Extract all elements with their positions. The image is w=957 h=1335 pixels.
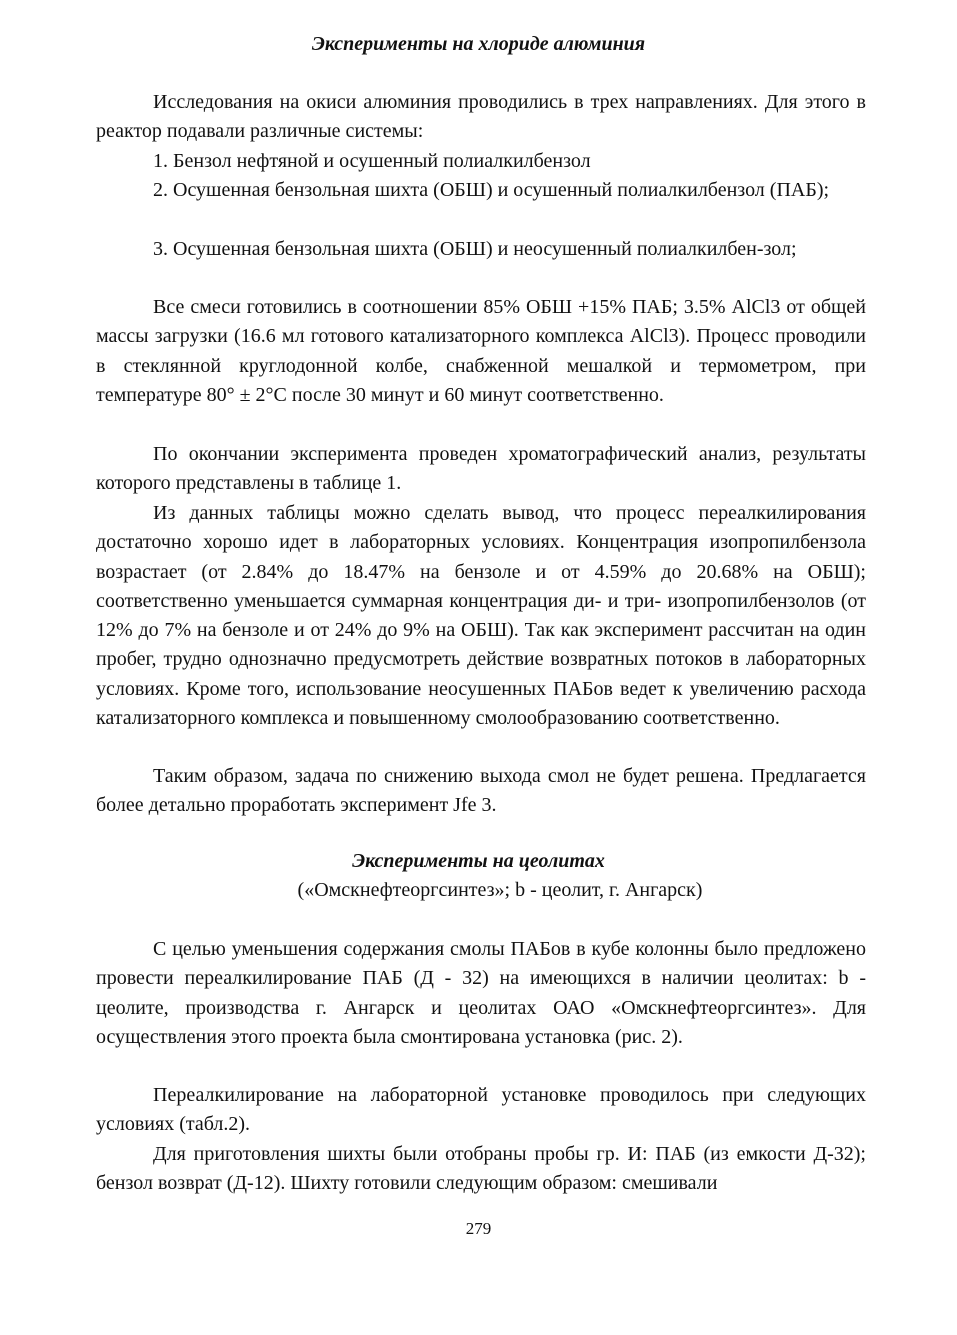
paragraph-conclusion: Из данных таблицы можно сделать вывод, что процесс переалкилирования достаточно хорошо идет в лабораторных условиях. Концентрация изопропилбензола возрастает (от 2.84% до 18.47% на бензоле и от 4.59% до 20.68% на ОБШ); соответственно уменьшается суммарная концентрация ди- и три- изопропилбензолов (от 12% до 7% на бензоле и от 24% до 9% на ОБШ). Так как эксперимент рассчитан на один пробег, трудно однозначно предусмотреть действие возвратных потоков в лабораторных условиях. Кроме того, использование неосушенных ПАБов ведет к увеличению расхода катализаторного комплекса и повышенному смолообразованию соответственно. bbox=[96, 502, 866, 730]
paragraph-zeolite-purpose: С целью уменьшения содержания смолы ПАБов в кубе колонны было предложено провести переалкилирование ПАБ (Д - 32) на имеющихся в наличии цеолитах: b - цеолите, производства г. Ангарск и цеолитах ОАО «Омскнефтеоргсинтез». Для осуществления этого проекта была смонтирована установка (рис. 2). bbox=[96, 938, 866, 1048]
paragraph-charge-preparation: Для приготовления шихты были отобраны пробы гр. И: ПАБ (из емкости Д-32); бензол возврат (Д-12). Шихту готовили следующим образом: смешивали bbox=[96, 1143, 866, 1195]
page-number: 279 bbox=[465, 1219, 492, 1238]
paragraph-mixtures: Все смеси готовились в соотношении 85% ОБШ +15% ПАБ; 3.5% AlCl3 от общей массы загрузки (16.6 мл готового катализаторного комплекса AlCl3). Процесс проводили в стеклянной круглодонной колбе, снабженной мешалкой и термометром, при температуре 80° ± 2°С после 30 минут и 60 минут соответственно. bbox=[96, 296, 866, 406]
section-heading-zeolites: Эксперименты на цеолитах bbox=[352, 850, 605, 872]
section-heading-aluminum-chloride: Эксперименты на хлориде алюминия bbox=[311, 33, 646, 55]
list-item-2: 2. Осушенная бензольная шихта (ОБШ) и осушенный полиалкилбензол (ПАБ); bbox=[153, 179, 830, 201]
list-item-3: 3. Осушенная бензольная шихта (ОБШ) и неосушенный полиалкилбен-зол; bbox=[153, 238, 797, 260]
paragraph-summary: Таким образом, задача по снижению выхода смол не будет решена. Предлагается более детально проработать эксперимент Jfe 3. bbox=[96, 765, 866, 817]
section-subheading-zeolites: («Омскнефтеоргсинтез»; b - цеолит, г. Ангарск) bbox=[297, 879, 703, 901]
paragraph-analysis: По окончании эксперимента проведен хроматографический анализ, результаты которого представлены в таблице 1. bbox=[96, 443, 866, 495]
paragraph-intro: Исследования на окиси алюминия проводились в трех направлениях. Для этого в реактор подавали различные системы: bbox=[96, 91, 866, 143]
list-item-1: 1. Бензол нефтяной и осушенный полиалкилбензол bbox=[153, 150, 591, 172]
paragraph-lab-conditions: Переалкилирование на лабораторной установке проводилось при следующих условиях (табл.2). bbox=[96, 1084, 866, 1136]
